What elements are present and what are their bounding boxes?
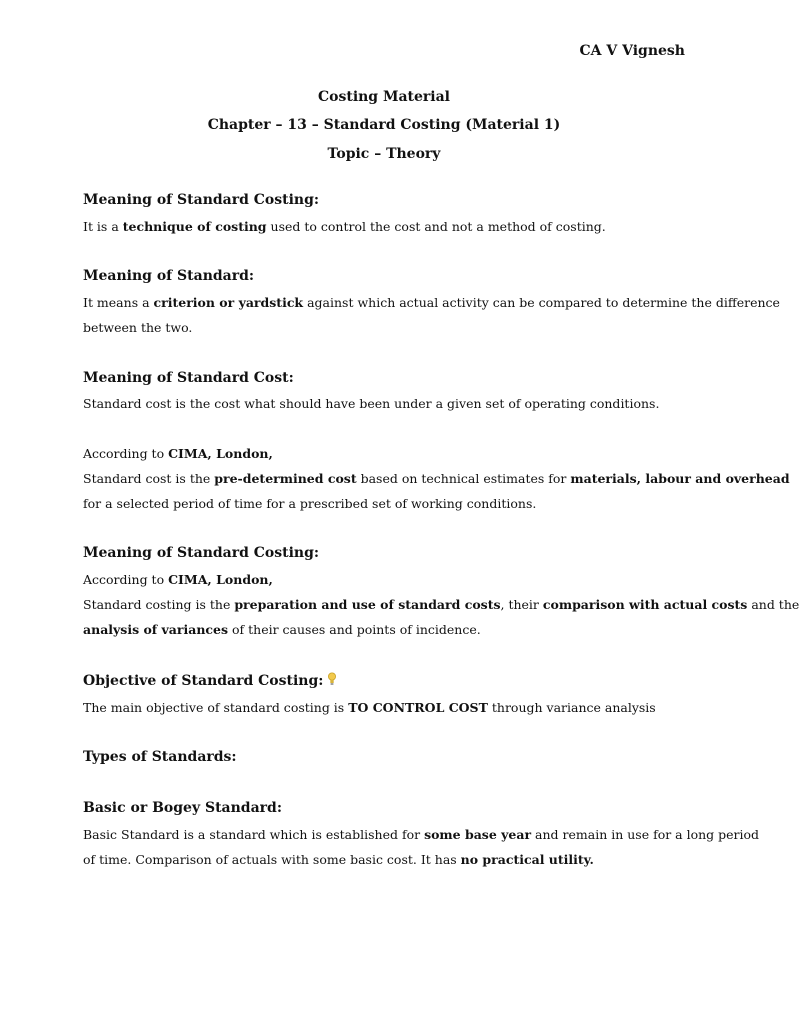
text-line: Standard cost is the pre-determined cost based on technical estimates for materials, labour and overhead bbox=[83, 471, 790, 486]
heading-meaning-standard-costing-2: Meaning of Standard Costing: bbox=[83, 545, 320, 561]
lightbulb-icon bbox=[327, 672, 337, 686]
text-line: Standard cost is the cost what should have been under a given set of operating conditions. bbox=[83, 396, 660, 411]
text-line: According to CIMA, London, bbox=[83, 572, 273, 587]
heading-basic-standard: Basic or Bogey Standard: bbox=[83, 800, 282, 816]
paragraph-cima-standard-cost bbox=[83, 441, 790, 516]
heading-meaning-standard-cost: Meaning of Standard Cost: bbox=[83, 370, 294, 386]
paragraph-standard-costing bbox=[83, 214, 693, 239]
document-title: Costing Material bbox=[317, 89, 450, 105]
heading-types-of-standards: Types of Standards: bbox=[83, 749, 237, 765]
text-line: analysis of variances of their causes and points of incidence. bbox=[83, 622, 481, 637]
text-line: for a selected period of time for a prescribed set of working conditions. bbox=[83, 496, 537, 511]
paragraph-standard-cost bbox=[83, 391, 693, 416]
paragraph-basic-standard bbox=[83, 822, 760, 872]
text-line: Standard costing is the preparation and use of standard costs, their comparison with actual costs and the bbox=[83, 597, 799, 612]
chapter-title: Chapter – 13 – Standard Costing (Material 1) bbox=[207, 117, 561, 133]
text-line: According to CIMA, London, bbox=[83, 446, 273, 461]
heading-objective: Objective of Standard Costing: bbox=[83, 672, 337, 689]
paragraph-cima-standard-costing bbox=[83, 567, 799, 642]
topic-title: Topic – Theory bbox=[327, 146, 441, 162]
text-line: It means a criterion or yardstick against which actual activity can be compared to determine the difference bbox=[83, 295, 780, 310]
text-line: The main objective of standard costing is TO CONTROL COST through variance analysis bbox=[83, 700, 656, 715]
text-line: between the two. bbox=[83, 320, 193, 335]
text-line: Basic Standard is a standard which is established for some base year and remain in use for a long period bbox=[83, 827, 760, 842]
text-line: of time. Comparison of actuals with some basic cost. It has no practical utility. bbox=[83, 852, 594, 867]
paragraph-objective bbox=[83, 695, 693, 720]
text-line: It is a technique of costing used to control the cost and not a method of costing. bbox=[83, 219, 606, 234]
author-name: CA V Vignesh bbox=[579, 43, 685, 59]
heading-meaning-standard-costing: Meaning of Standard Costing: bbox=[83, 192, 320, 208]
heading-meaning-standard: Meaning of Standard: bbox=[83, 268, 255, 284]
paragraph-standard bbox=[83, 290, 780, 340]
